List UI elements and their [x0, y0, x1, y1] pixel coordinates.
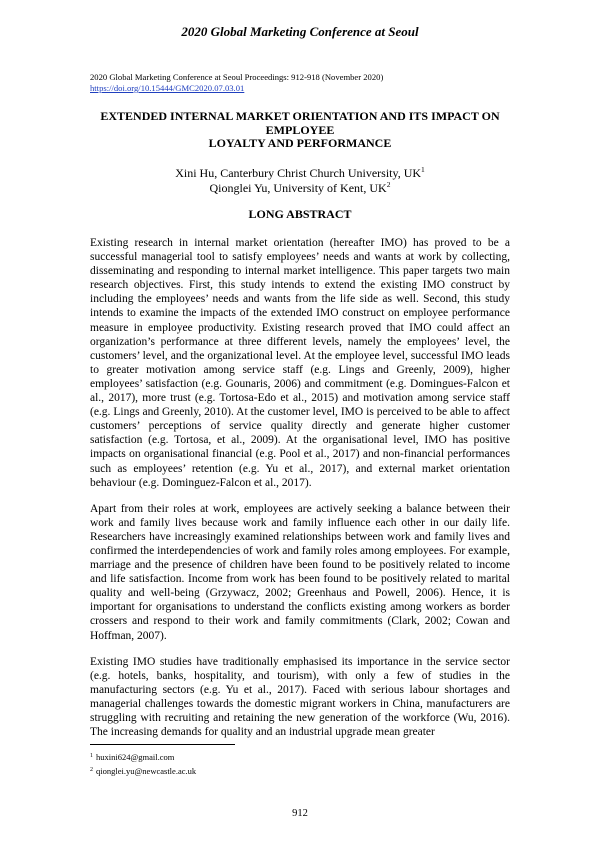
- author-1-name: Xini Hu, Canterbury Christ Church University, UK: [175, 166, 422, 180]
- footnote-2: [90, 764, 510, 778]
- title-line-3: LOYALTY AND PERFORMANCE: [208, 136, 392, 150]
- paragraph-2: Apart from their roles at work, employees are actively seeking a balance between their work and family lives because work and family influence each other in our daily life. Researchers have increasingly examined relationships between work and family lives and confirmed the interdependencies of work and family roles among employees. For example, marriage and the presence of children have been found to be positively related to income and life satisfaction. Income from work has been found to be positively related to marital quality and well-being (Grzywacz, 2002; Greenhaus and Powell, 2006). Hence, it is important for organisations to understand the conflicts existing among workers as border crossers and respond to their work and family commitments (Clark, 2002; Cowan and Hoffman, 2007).: [90, 502, 510, 642]
- footnote-2-mark: 2: [90, 766, 93, 773]
- footnote-divider: [90, 744, 235, 745]
- proceedings-info: [90, 72, 510, 94]
- footnotes: [90, 750, 510, 777]
- footnote-1-email: huxini624@gmail.com: [96, 752, 175, 762]
- author-2-footnote-mark: 2: [386, 180, 391, 189]
- section-heading: LONG ABSTRACT: [248, 207, 352, 221]
- paper-title: [90, 110, 510, 151]
- title-line-2: EMPLOYEE: [265, 122, 335, 137]
- running-header: 2020 Global Marketing Conference at Seoul: [181, 24, 419, 39]
- abstract-body: [90, 236, 510, 751]
- author-1: [90, 166, 510, 181]
- proceedings-citation: 2020 Global Marketing Conference at Seoul Proceedings: 912-918 (November 2020): [90, 72, 384, 82]
- title-line-1: EXTENDED INTERNAL MARKET ORIENTATION AND ITS IMPACT ON: [100, 109, 500, 123]
- paragraph-1: Existing research in internal market orientation (hereafter IMO) has proved to be a successful managerial tool to satisfy employees’ needs and wants at work by collecting, disseminating and responding to internal market intelligence. This paper targets two main research objectives. First, this study intends to extend the existing IMO construct by including the employees’ needs and wants from the life side as well. Second, this study intends to examine the impacts of the extended IMO construct on employee performance measure in employee productivity. Existing research proved that IMO could affect an organization’s performance at three different levels, namely the employees’ level, the customers’ level, and the organizational level. At the employee level, successful IMO leads to greater motivation among service staff (e.g. Lings and Greenly, 2009), higher employees’ satisfaction (e.g. Gounaris, 2006) and commitment (e.g. Domingues-Falcon et al., 2017), more trust (e.g. Tortosa-Edo et al., 2015) and motivation among service staff (e.g. Lings and Greenly, 2010). At the customer level, IMO is perceived to be able to affect customers’ perceptions of service quality directly and generate higher customer satisfaction (e.g. Tortosa, et al., 2009). At the organisational level, IMO has positive impacts on organisational financial (e.g. Pool et al., 2017) and non-financial performances such as employees’ retention (e.g. Yu et al., 2017), and external market orientation behaviour (e.g. Dominguez-Falcon et al., 2017).: [90, 237, 510, 489]
- author-2: [90, 181, 510, 196]
- page-number: 912: [292, 808, 308, 819]
- footnote-1-mark: 1: [90, 753, 93, 759]
- doi-link[interactable]: https://doi.org/10.15444/GMC2020.07.03.01: [90, 83, 245, 93]
- footnote-1: [90, 750, 510, 764]
- author-list: [90, 166, 510, 196]
- author-2-name: Qionglei Yu, University of Kent, UK: [209, 181, 387, 195]
- paragraph-3: Existing IMO studies have traditionally emphasised its importance in the service sector (e.g. hotels, banks, hospitality, and tourism), with only a few of studies in the manufacturing sectors (e.g. Yu et al., 2017). Faced with serious labour shortages and managerial challenges towards the domestic migrant workers in China, manufacturers are struggling with recruiting and retaining the new generation of the workforce (Wu, 2016). The increasing demands for quality and an industrial upgrade mean greater: [90, 655, 510, 739]
- author-1-footnote-mark: 1: [421, 165, 425, 174]
- footnote-2-email: qionglei.yu@newcastle.ac.uk: [96, 765, 197, 776]
